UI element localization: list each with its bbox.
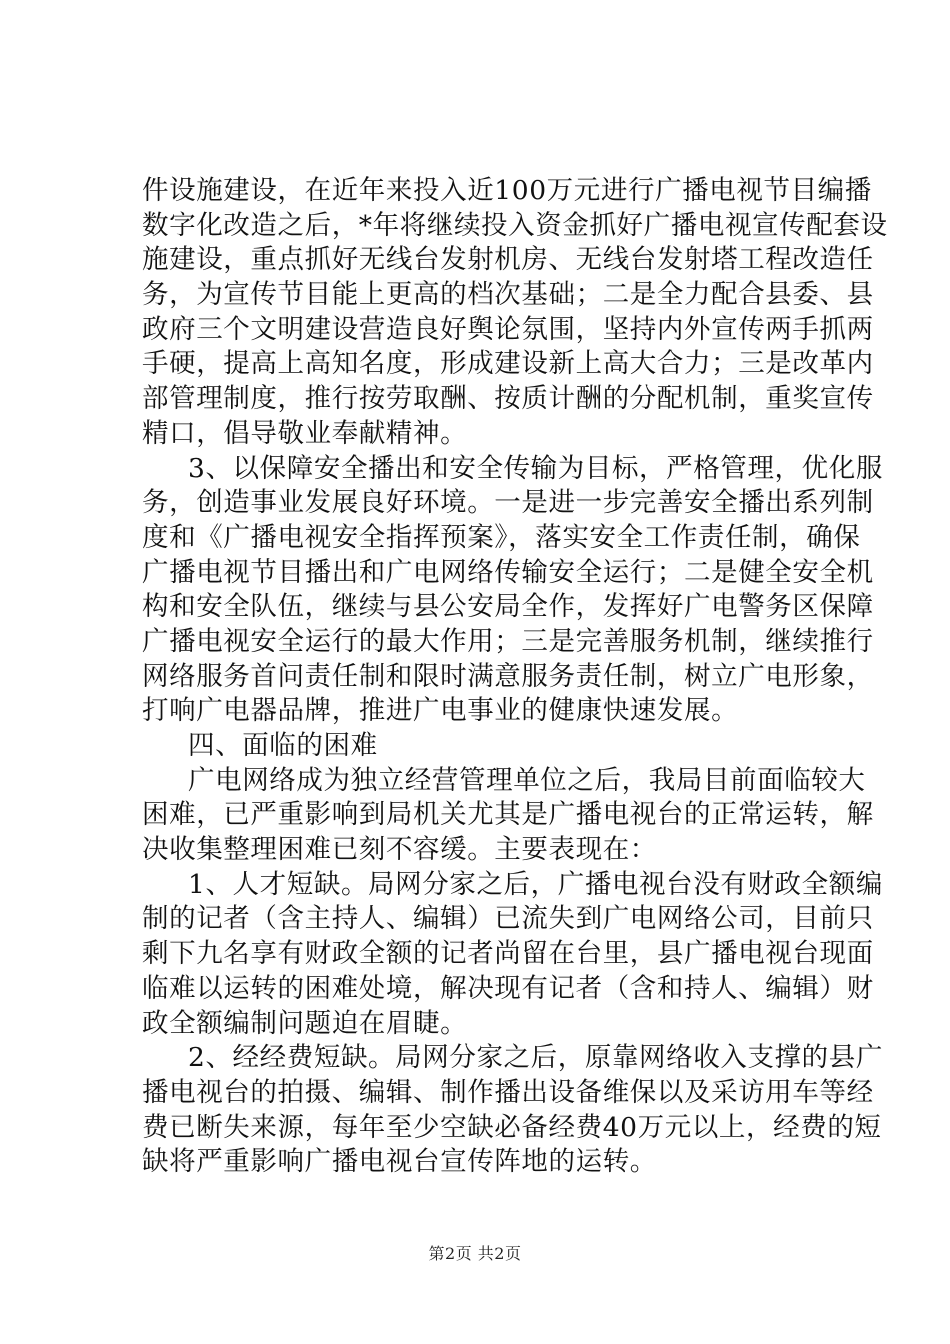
text-line: 件设施建设，在近年来投入近100万元进行广播电视节目编播 [142, 175, 872, 206]
text-line: 3、以保障安全播出和安全传输为目标，严格管理，优化服 [188, 452, 883, 484]
text-line: 广播电视节目播出和广电网络传输安全运行；二是健全安全机 [142, 556, 874, 588]
text-line: 剩下九名享有财政全额的记者尚留在台里，县广播电视台现面 [142, 938, 874, 970]
text-line: 2、经经费短缺。局网分家之后，原靠网络收入支撑的县广 [188, 1042, 883, 1074]
text-line: 精口，倡导敬业奉献精神。 [142, 417, 468, 449]
text-line: 困难，已严重影响到局机关尤其是广播电视台的正常运转，解 [142, 799, 874, 831]
text-line: 广电网络成为独立经营管理单位之后，我局目前面临较大 [188, 764, 866, 796]
text-line: 临难以运转的困难处境，解决现有记者（含和持人、编辑）财 [142, 972, 874, 1004]
text-line: 广播电视安全运行的最大作用；三是完善服务机制，继续推行 [142, 625, 874, 657]
text-line: 数字化改造之后，*年将继续投入资金抓好广播电视宣传配套设 [142, 209, 888, 241]
text-line: 四、面临的困难 [188, 730, 378, 761]
text-line: 构和安全队伍，继续与县公安局全作，发挥好广电警务区保障 [142, 591, 874, 623]
text-line: 决收集整理困难已刻不容缓。主要表现在： [142, 834, 657, 866]
page-footer: 第2页 共2页 [428, 1244, 522, 1263]
text-line: 播电视台的拍摄、编辑、制作播出设备维保以及采访用车等经 [142, 1076, 874, 1108]
text-line: 打响广电器品牌，推进广电事业的健康快速发展。 [142, 695, 739, 727]
text-line: 手硬，提高上高知名度，形成建设新上高大合力；三是改革内 [142, 348, 874, 380]
document-body [142, 174, 888, 1180]
text-line: 务，为宣传节目能上更高的档次基础；二是全力配合县委、县 [142, 279, 874, 311]
text-line: 费已断失来源，每年至少空缺必备经费40万元以上，经费的短 [142, 1111, 882, 1143]
text-line: 网络服务首问责任制和限时满意服务责任制，树立广电形象， [142, 660, 874, 692]
text-line: 1、人才短缺。局网分家之后，广播电视台没有财政全额编 [188, 868, 883, 900]
text-line: 制的记者（含主持人、编辑）已流失到广电网络公司，目前只 [142, 903, 874, 935]
text-line: 政府三个文明建设营造良好舆论氛围，坚持内外宣传两手抓两 [142, 313, 874, 345]
text-line: 施建设，重点抓好无线台发射机房、无线台发射塔工程改造任 [142, 244, 874, 276]
text-line: 政全额编制问题迫在眉睫。 [142, 1007, 468, 1039]
text-line: 务，创造事业发展良好环境。一是进一步完善安全播出系列制 [142, 487, 874, 519]
text-line: 度和《广播电视安全指挥预案》，落实安全工作责任制，确保 [142, 521, 861, 553]
text-line: 部管理制度，推行按劳取酬、按质计酬的分配机制，重奖宣传 [142, 383, 874, 415]
text-line: 缺将严重影响广播电视台宣传阵地的运转。 [142, 1146, 657, 1178]
